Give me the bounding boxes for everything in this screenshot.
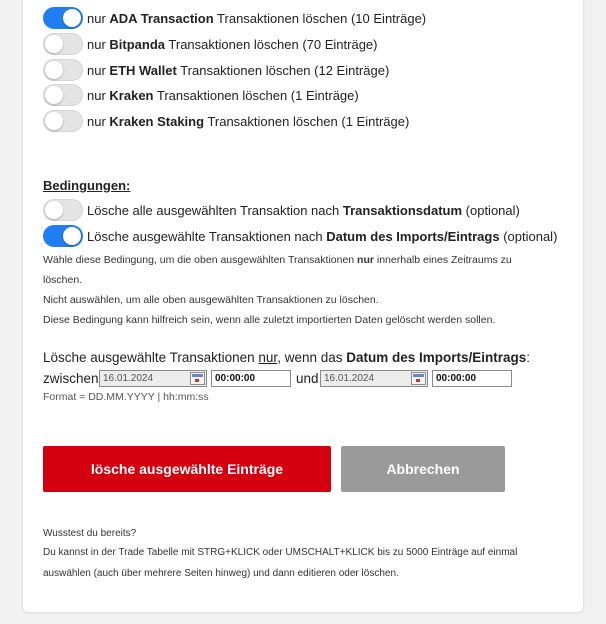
from-date-value: 16.01.2024 [103,373,154,384]
toggle-switch-kraken[interactable] [43,84,83,106]
toggle-knob [63,9,81,27]
toggle-row-eth-wallet [43,59,389,81]
condition-label-import-date: Lösche ausgewählte Transaktionen nach Datum des Imports/Eintrags (optional) [87,228,558,244]
between-label: zwischen [43,371,99,386]
condition-help-line-1: Wähle diese Bedingung, um die oben ausgewählten Transaktionen nur innerhalb eines Zeitraums zu [43,254,512,266]
condition-help-line-2: löschen. [43,274,83,286]
to-time-value: 00:00:00 [436,373,477,384]
tip-line-2: auswählen (auch über mehrere Seiten hinweg) und dann editieren oder löschen. [43,568,399,579]
condition-label-transaction-date: Lösche alle ausgewählten Transaktion nach Transaktionsdatum (optional) [87,202,520,218]
cancel-button[interactable]: Abbrechen [341,446,505,492]
toggle-knob [45,201,63,219]
date-format-hint: Format = DD.MM.YYYY | hh:mm:ss [43,391,209,403]
toggle-row-bitpanda [43,33,378,55]
toggle-row-kraken-staking [43,110,409,132]
toggle-switch-eth-wallet[interactable] [43,59,83,81]
condition-row-import-date [43,225,557,247]
toggle-label-kraken: nur Kraken Transaktionen löschen (1 Einträge) [87,87,359,103]
condition-help-line-4: Diese Bedingung kann hilfreich sein, wenn alle zuletzt importierten Daten gelöscht werden sollen. [43,314,496,326]
and-label: und [296,371,319,386]
condition-row-transaction-date [43,199,520,221]
conditions-heading: Bedingungen: [43,178,131,193]
delete-selected-button[interactable]: lösche ausgewählte Einträge [43,446,331,492]
tip-line-1: Du kannst in der Trade Tabelle mit STRG+KLICK oder UMSCHALT+KLICK bis zu 5000 Einträge auf einmal [43,547,518,558]
toggle-switch-ada-transaction[interactable] [43,7,83,29]
to-time-input[interactable] [432,370,512,387]
toggle-label-bitpanda: nur Bitpanda Transaktionen löschen (70 Einträge) [87,36,378,52]
toggle-switch-bitpanda[interactable] [43,33,83,55]
toggle-label-ada-transaction: nur ADA Transaction Transaktionen löschen (10 Einträge) [87,10,427,26]
toggle-switch-kraken-staking[interactable] [43,110,83,132]
toggle-label-eth-wallet: nur ETH Wallet Transaktionen löschen (12 Einträge) [87,62,390,78]
toggle-knob [45,86,63,104]
toggle-knob [45,61,63,79]
from-time-value: 00:00:00 [215,373,256,384]
toggle-knob [45,35,63,53]
tip-title: Wusstest du bereits? [43,528,137,539]
toggle-row-kraken [43,84,359,106]
delete-transactions-panel [22,0,584,613]
toggle-switch-transaction-date[interactable] [43,199,83,221]
condition-help-line-3: Nicht auswählen, um alle oben ausgewählten Transaktionen zu löschen. [43,294,379,306]
calendar-icon[interactable] [411,372,426,385]
from-time-input[interactable] [211,370,291,387]
calendar-icon[interactable] [190,372,205,385]
toggle-knob [45,112,63,130]
toggle-label-kraken-staking: nur Kraken Staking Transaktionen löschen (1 Einträge) [87,113,410,129]
toggle-knob [63,227,81,245]
toggle-switch-import-date[interactable] [43,225,83,247]
toggle-row-ada-transaction [43,7,426,29]
to-date-input[interactable] [320,370,428,387]
date-range-sentence: Lösche ausgewählte Transaktionen nur, wenn das Datum des Imports/Eintrags: [43,350,531,365]
from-date-input[interactable] [99,370,207,387]
to-date-value: 16.01.2024 [324,373,375,384]
